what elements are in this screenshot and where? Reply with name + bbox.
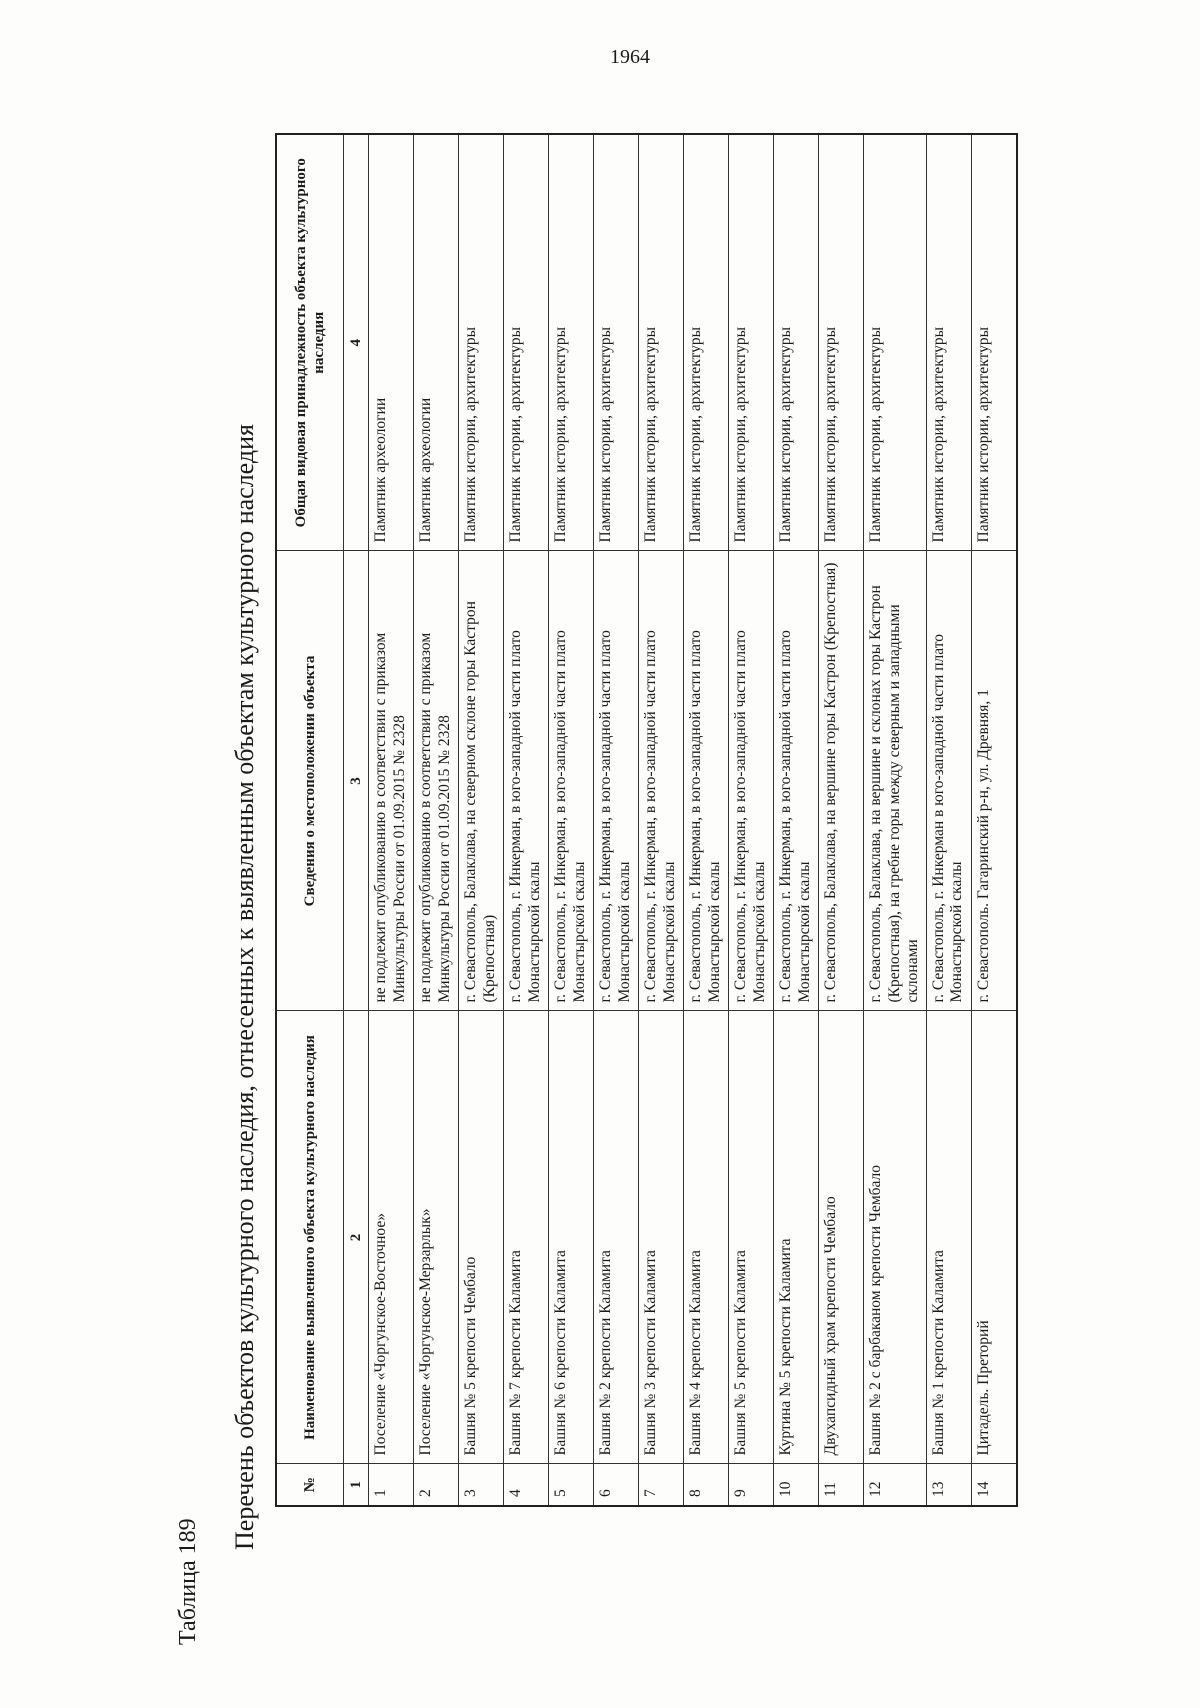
row-name: Башня № 3 крепости Каламита [639,1011,684,1464]
row-name: Башня № 2 крепости Каламита [594,1011,639,1464]
row-type: Памятник истории, архитектуры [549,134,594,551]
row-type: Памятник истории, архитектуры [684,134,729,551]
row-location: г. Севастополь, г. Инкерман, в юго-западной части плато Монастырской скалы [639,551,684,1011]
row-type: Памятник археологии [369,134,414,551]
row-number: 3 [459,1464,504,1506]
row-location: г. Севастополь, Балаклава, на северном склоне горы Кастрон (Крепостная) [459,551,504,1011]
header-location: Сведения о местоположении объекта [276,551,344,1011]
table-row [864,134,927,1506]
table-row [684,134,729,1506]
table-row [549,134,594,1506]
heritage-objects-table [275,133,1018,1507]
row-number: 14 [971,1464,1017,1506]
table-header-row [276,134,344,1506]
row-number: 1 [369,1464,414,1506]
header-type: Общая видовая принадлежность объекта культурного наследия [276,134,344,551]
row-type: Памятник истории, архитектуры [639,134,684,551]
row-location: г. Севастополь, г. Инкерман, в юго-западной части плато Монастырской скалы [729,551,774,1011]
row-name: Башня № 5 крепости Чембало [459,1011,504,1464]
table-row [414,134,459,1506]
row-name: Башня № 4 крепости Каламита [684,1011,729,1464]
row-name: Башня № 6 крепости Каламита [549,1011,594,1464]
header-number: № [276,1464,344,1506]
row-number: 6 [594,1464,639,1506]
row-type: Памятник истории, архитектуры [774,134,819,551]
row-number: 5 [549,1464,594,1506]
row-name: Поселение «Чоргунское-Восточное» [369,1011,414,1464]
table-row [639,134,684,1506]
row-type: Памятник истории, архитектуры [459,134,504,551]
row-number: 11 [819,1464,864,1506]
row-name: Башня № 2 с барбаканом крепости Чембало [864,1011,927,1464]
column-number: 4 [344,134,369,551]
row-location: г. Севастополь, Балаклава, на вершине и склонах горы Кастрон (Крепостная), на гребне горы между северным и западными склонами [864,551,927,1011]
row-name: Двухапсидный храм крепости Чембало [819,1011,864,1464]
table-label: Таблица 189 [175,1518,201,1645]
row-type: Памятник истории, архитектуры [729,134,774,551]
table-row [459,134,504,1506]
row-name: Куртина № 5 крепости Каламита [774,1011,819,1464]
table-row [369,134,414,1506]
page-number: 1964 [610,46,650,68]
column-number-row [344,134,369,1506]
row-number: 4 [504,1464,549,1506]
column-number: 3 [344,551,369,1011]
header-name: Наименование выявленного объекта культурного наследия [276,1011,344,1464]
row-location: г. Севастополь, г. Инкерман в юго-западной части плато Монастырской скалы [926,551,971,1011]
table-row [819,134,864,1506]
row-location: г. Севастополь, г. Инкерман, в юго-западной части плато Монастырской скалы [594,551,639,1011]
row-location: г. Севастополь, г. Инкерман, в юго-западной части плато Монастырской скалы [549,551,594,1011]
row-location: г. Севастополь. Гагаринский р-н, ул. Древняя, 1 [971,551,1017,1011]
table-row [594,134,639,1506]
table-title: Перечень объектов культурного наследия, отнесенных к выявленным объектам культурного наследия [230,424,259,1550]
row-number: 9 [729,1464,774,1506]
row-location: г. Севастополь, г. Инкерман, в юго-западной части плато Монастырской скалы [504,551,549,1011]
table-row [774,134,819,1506]
row-number: 13 [926,1464,971,1506]
row-name: Башня № 5 крепости Каламита [729,1011,774,1464]
row-type: Памятник истории, архитектуры [971,134,1017,551]
row-type: Памятник истории, архитектуры [926,134,971,551]
table-row [926,134,971,1506]
table-row [504,134,549,1506]
row-type: Памятник истории, архитектуры [504,134,549,551]
row-number: 12 [864,1464,927,1506]
row-name: Цитадель. Преторий [971,1011,1017,1464]
table-row [971,134,1017,1506]
column-number: 2 [344,1011,369,1464]
row-number: 2 [414,1464,459,1506]
row-number: 8 [684,1464,729,1506]
row-location: г. Севастополь, г. Инкерман, в юго-западной части плато Монастырской скалы [774,551,819,1011]
row-location: не подлежит опубликованию в соответствии с приказом Минкультуры России от 01.09.2015 № 2328 [369,551,414,1011]
row-location: не подлежит опубликованию в соответствии с приказом Минкультуры России от 01.09.2015 № 2328 [414,551,459,1011]
row-number: 7 [639,1464,684,1506]
row-type: Памятник истории, архитектуры [594,134,639,551]
column-number: 1 [344,1464,369,1506]
row-type: Памятник истории, архитектуры [819,134,864,551]
row-number: 10 [774,1464,819,1506]
row-name: Башня № 1 крепости Каламита [926,1011,971,1464]
row-name: Башня № 7 крепости Каламита [504,1011,549,1464]
row-location: г. Севастополь, г. Инкерман, в юго-западной части плато Монастырской скалы [684,551,729,1011]
table-row [729,134,774,1506]
row-type: Памятник археологии [414,134,459,551]
row-location: г. Севастополь, Балаклава, на вершине горы Кастрон (Крепостная) [819,551,864,1011]
row-type: Памятник истории, архитектуры [864,134,927,551]
row-name: Поселение «Чоргунское-Мерзарлык» [414,1011,459,1464]
rotated-page-content [40,120,1120,1650]
